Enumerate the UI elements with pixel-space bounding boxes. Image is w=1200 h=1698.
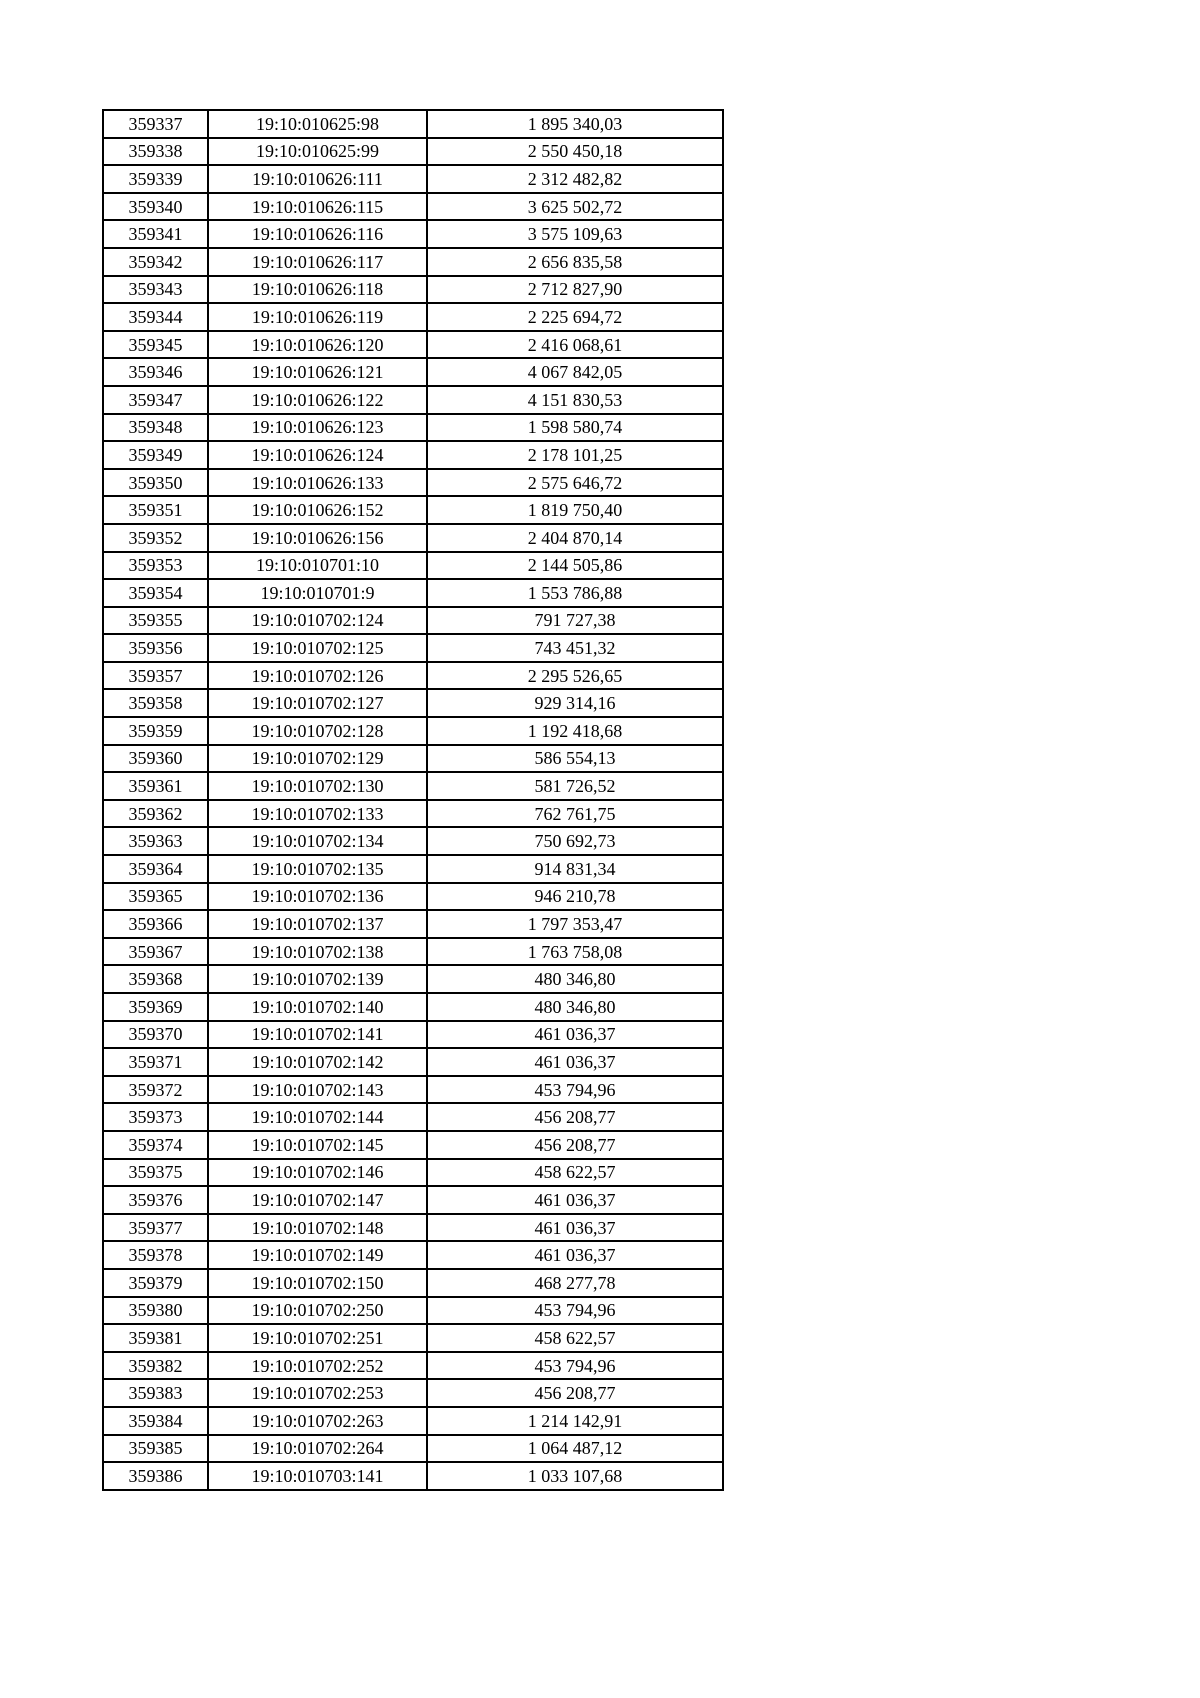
value-cell: 480 346,80 <box>427 965 723 993</box>
row-number-cell: 359382 <box>103 1352 208 1380</box>
table-row <box>103 855 723 883</box>
table-row <box>103 607 723 635</box>
value-cell: 743 451,32 <box>427 634 723 662</box>
row-number-cell: 359385 <box>103 1435 208 1463</box>
table-row <box>103 165 723 193</box>
value-cell: 456 208,77 <box>427 1103 723 1131</box>
cadastral-number-cell: 19:10:010703:141 <box>208 1462 427 1490</box>
row-number-cell: 359349 <box>103 441 208 469</box>
row-number-cell: 359361 <box>103 772 208 800</box>
value-cell: 3 625 502,72 <box>427 193 723 221</box>
row-number-cell: 359352 <box>103 524 208 552</box>
value-cell: 2 550 450,18 <box>427 138 723 166</box>
row-number-cell: 359374 <box>103 1131 208 1159</box>
value-cell: 461 036,37 <box>427 1241 723 1269</box>
row-number-cell: 359375 <box>103 1159 208 1187</box>
value-cell: 946 210,78 <box>427 883 723 911</box>
value-cell: 2 312 482,82 <box>427 165 723 193</box>
value-cell: 2 404 870,14 <box>427 524 723 552</box>
row-number-cell: 359367 <box>103 938 208 966</box>
cadastral-number-cell: 19:10:010702:264 <box>208 1435 427 1463</box>
cadastral-number-cell: 19:10:010626:117 <box>208 248 427 276</box>
table-row <box>103 910 723 938</box>
row-number-cell: 359364 <box>103 855 208 883</box>
value-cell: 456 208,77 <box>427 1131 723 1159</box>
table-row <box>103 1379 723 1407</box>
table-row <box>103 883 723 911</box>
table-row <box>103 414 723 442</box>
value-cell: 1 064 487,12 <box>427 1435 723 1463</box>
value-cell: 453 794,96 <box>427 1352 723 1380</box>
table-row <box>103 303 723 331</box>
value-cell: 791 727,38 <box>427 607 723 635</box>
row-number-cell: 359354 <box>103 579 208 607</box>
row-number-cell: 359369 <box>103 993 208 1021</box>
cadastral-number-cell: 19:10:010702:138 <box>208 938 427 966</box>
value-cell: 453 794,96 <box>427 1297 723 1325</box>
value-cell: 1 553 786,88 <box>427 579 723 607</box>
table-row <box>103 524 723 552</box>
value-cell: 2 656 835,58 <box>427 248 723 276</box>
row-number-cell: 359347 <box>103 386 208 414</box>
table-row <box>103 717 723 745</box>
table-row <box>103 938 723 966</box>
row-number-cell: 359379 <box>103 1269 208 1297</box>
value-cell: 1 797 353,47 <box>427 910 723 938</box>
cadastral-number-cell: 19:10:010702:146 <box>208 1159 427 1187</box>
value-cell: 480 346,80 <box>427 993 723 1021</box>
value-cell: 929 314,16 <box>427 689 723 717</box>
cadastral-number-cell: 19:10:010626:118 <box>208 276 427 304</box>
cadastral-number-cell: 19:10:010626:156 <box>208 524 427 552</box>
row-number-cell: 359373 <box>103 1103 208 1131</box>
cadastral-number-cell: 19:10:010626:121 <box>208 358 427 386</box>
cadastral-number-cell: 19:10:010702:144 <box>208 1103 427 1131</box>
table-row <box>103 1462 723 1490</box>
row-number-cell: 359340 <box>103 193 208 221</box>
cadastral-number-cell: 19:10:010626:116 <box>208 220 427 248</box>
value-cell: 461 036,37 <box>427 1214 723 1242</box>
value-cell: 762 761,75 <box>427 800 723 828</box>
table-row <box>103 386 723 414</box>
value-cell: 581 726,52 <box>427 772 723 800</box>
value-cell: 4 067 842,05 <box>427 358 723 386</box>
table-row <box>103 358 723 386</box>
table-body <box>103 110 723 1490</box>
value-cell: 750 692,73 <box>427 827 723 855</box>
table-row <box>103 248 723 276</box>
cadastral-number-cell: 19:10:010702:250 <box>208 1297 427 1325</box>
table-row <box>103 1159 723 1187</box>
cadastral-number-cell: 19:10:010702:140 <box>208 993 427 1021</box>
value-cell: 1 214 142,91 <box>427 1407 723 1435</box>
row-number-cell: 359357 <box>103 662 208 690</box>
row-number-cell: 359377 <box>103 1214 208 1242</box>
cadastral-number-cell: 19:10:010702:141 <box>208 1021 427 1049</box>
cadastral-number-cell: 19:10:010626:123 <box>208 414 427 442</box>
cadastral-number-cell: 19:10:010702:142 <box>208 1048 427 1076</box>
row-number-cell: 359358 <box>103 689 208 717</box>
row-number-cell: 359386 <box>103 1462 208 1490</box>
cadastral-number-cell: 19:10:010702:129 <box>208 745 427 773</box>
cadastral-number-cell: 19:10:010702:263 <box>208 1407 427 1435</box>
value-cell: 1 192 418,68 <box>427 717 723 745</box>
row-number-cell: 359351 <box>103 496 208 524</box>
cadastral-number-cell: 19:10:010625:99 <box>208 138 427 166</box>
value-cell: 2 295 526,65 <box>427 662 723 690</box>
value-cell: 2 575 646,72 <box>427 469 723 497</box>
value-cell: 2 225 694,72 <box>427 303 723 331</box>
cadastral-number-cell: 19:10:010626:152 <box>208 496 427 524</box>
cadastral-number-cell: 19:10:010701:10 <box>208 552 427 580</box>
value-cell: 468 277,78 <box>427 1269 723 1297</box>
row-number-cell: 359341 <box>103 220 208 248</box>
row-number-cell: 359344 <box>103 303 208 331</box>
cadastral-number-cell: 19:10:010702:150 <box>208 1269 427 1297</box>
table-row <box>103 1076 723 1104</box>
row-number-cell: 359350 <box>103 469 208 497</box>
table-row <box>103 193 723 221</box>
row-number-cell: 359356 <box>103 634 208 662</box>
row-number-cell: 359366 <box>103 910 208 938</box>
table-row <box>103 441 723 469</box>
value-cell: 453 794,96 <box>427 1076 723 1104</box>
value-cell: 458 622,57 <box>427 1159 723 1187</box>
cadastral-number-cell: 19:10:010702:251 <box>208 1324 427 1352</box>
row-number-cell: 359378 <box>103 1241 208 1269</box>
row-number-cell: 359372 <box>103 1076 208 1104</box>
value-cell: 4 151 830,53 <box>427 386 723 414</box>
row-number-cell: 359359 <box>103 717 208 745</box>
cadastral-number-cell: 19:10:010702:134 <box>208 827 427 855</box>
table-row <box>103 662 723 690</box>
table-row <box>103 745 723 773</box>
cadastral-number-cell: 19:10:010702:128 <box>208 717 427 745</box>
table-row <box>103 1131 723 1159</box>
cadastral-number-cell: 19:10:010626:133 <box>208 469 427 497</box>
cadastral-number-cell: 19:10:010702:125 <box>208 634 427 662</box>
cadastral-number-cell: 19:10:010701:9 <box>208 579 427 607</box>
value-cell: 3 575 109,63 <box>427 220 723 248</box>
value-cell: 2 144 505,86 <box>427 552 723 580</box>
row-number-cell: 359380 <box>103 1297 208 1325</box>
row-number-cell: 359384 <box>103 1407 208 1435</box>
row-number-cell: 359370 <box>103 1021 208 1049</box>
cadastral-number-cell: 19:10:010702:130 <box>208 772 427 800</box>
cadastral-number-cell: 19:10:010702:139 <box>208 965 427 993</box>
table-row <box>103 1048 723 1076</box>
row-number-cell: 359365 <box>103 883 208 911</box>
table-row <box>103 1435 723 1463</box>
row-number-cell: 359363 <box>103 827 208 855</box>
cadastral-number-cell: 19:10:010626:122 <box>208 386 427 414</box>
cadastral-number-cell: 19:10:010625:98 <box>208 110 427 138</box>
table-row <box>103 331 723 359</box>
table-row <box>103 276 723 304</box>
table-row <box>103 1103 723 1131</box>
table-row <box>103 1186 723 1214</box>
value-cell: 1 598 580,74 <box>427 414 723 442</box>
cadastral-number-cell: 19:10:010702:252 <box>208 1352 427 1380</box>
value-cell: 456 208,77 <box>427 1379 723 1407</box>
cadastral-number-cell: 19:10:010626:115 <box>208 193 427 221</box>
row-number-cell: 359376 <box>103 1186 208 1214</box>
cadastral-number-cell: 19:10:010702:133 <box>208 800 427 828</box>
table-row <box>103 1021 723 1049</box>
cadastral-number-cell: 19:10:010702:137 <box>208 910 427 938</box>
table-row <box>103 1297 723 1325</box>
value-cell: 2 178 101,25 <box>427 441 723 469</box>
cadastral-number-cell: 19:10:010702:127 <box>208 689 427 717</box>
table-row <box>103 552 723 580</box>
cadastral-number-cell: 19:10:010702:136 <box>208 883 427 911</box>
cadastral-number-cell: 19:10:010702:124 <box>208 607 427 635</box>
row-number-cell: 359360 <box>103 745 208 773</box>
cadastral-number-cell: 19:10:010626:124 <box>208 441 427 469</box>
cadastral-number-cell: 19:10:010702:145 <box>208 1131 427 1159</box>
data-table <box>102 109 724 1491</box>
table-row <box>103 634 723 662</box>
value-cell: 1 819 750,40 <box>427 496 723 524</box>
row-number-cell: 359368 <box>103 965 208 993</box>
table-row <box>103 689 723 717</box>
table-row <box>103 1241 723 1269</box>
table-row <box>103 993 723 1021</box>
row-number-cell: 359348 <box>103 414 208 442</box>
row-number-cell: 359338 <box>103 138 208 166</box>
cadastral-number-cell: 19:10:010702:126 <box>208 662 427 690</box>
table-row <box>103 496 723 524</box>
row-number-cell: 359362 <box>103 800 208 828</box>
cadastral-number-cell: 19:10:010702:253 <box>208 1379 427 1407</box>
value-cell: 1 895 340,03 <box>427 110 723 138</box>
value-cell: 1 033 107,68 <box>427 1462 723 1490</box>
value-cell: 461 036,37 <box>427 1048 723 1076</box>
cadastral-number-cell: 19:10:010626:111 <box>208 165 427 193</box>
value-cell: 914 831,34 <box>427 855 723 883</box>
row-number-cell: 359342 <box>103 248 208 276</box>
cadastral-number-cell: 19:10:010702:143 <box>208 1076 427 1104</box>
cadastral-number-cell: 19:10:010702:147 <box>208 1186 427 1214</box>
row-number-cell: 359381 <box>103 1324 208 1352</box>
table-row <box>103 579 723 607</box>
value-cell: 2 712 827,90 <box>427 276 723 304</box>
row-number-cell: 359337 <box>103 110 208 138</box>
cadastral-number-cell: 19:10:010702:135 <box>208 855 427 883</box>
row-number-cell: 359345 <box>103 331 208 359</box>
table-row <box>103 110 723 138</box>
table-row <box>103 220 723 248</box>
table-row <box>103 469 723 497</box>
table-row <box>103 1352 723 1380</box>
row-number-cell: 359353 <box>103 552 208 580</box>
value-cell: 461 036,37 <box>427 1021 723 1049</box>
table-row <box>103 138 723 166</box>
table-row <box>103 1324 723 1352</box>
value-cell: 2 416 068,61 <box>427 331 723 359</box>
table-row <box>103 772 723 800</box>
row-number-cell: 359343 <box>103 276 208 304</box>
value-cell: 461 036,37 <box>427 1186 723 1214</box>
table-row <box>103 800 723 828</box>
cadastral-number-cell: 19:10:010702:149 <box>208 1241 427 1269</box>
row-number-cell: 359371 <box>103 1048 208 1076</box>
cadastral-number-cell: 19:10:010702:148 <box>208 1214 427 1242</box>
cadastral-number-cell: 19:10:010626:119 <box>208 303 427 331</box>
value-cell: 1 763 758,08 <box>427 938 723 966</box>
table-row <box>103 1407 723 1435</box>
table-row <box>103 965 723 993</box>
row-number-cell: 359346 <box>103 358 208 386</box>
cadastral-number-cell: 19:10:010626:120 <box>208 331 427 359</box>
value-cell: 586 554,13 <box>427 745 723 773</box>
value-cell: 458 622,57 <box>427 1324 723 1352</box>
table-row <box>103 827 723 855</box>
table-row <box>103 1269 723 1297</box>
row-number-cell: 359355 <box>103 607 208 635</box>
row-number-cell: 359339 <box>103 165 208 193</box>
table-row <box>103 1214 723 1242</box>
row-number-cell: 359383 <box>103 1379 208 1407</box>
